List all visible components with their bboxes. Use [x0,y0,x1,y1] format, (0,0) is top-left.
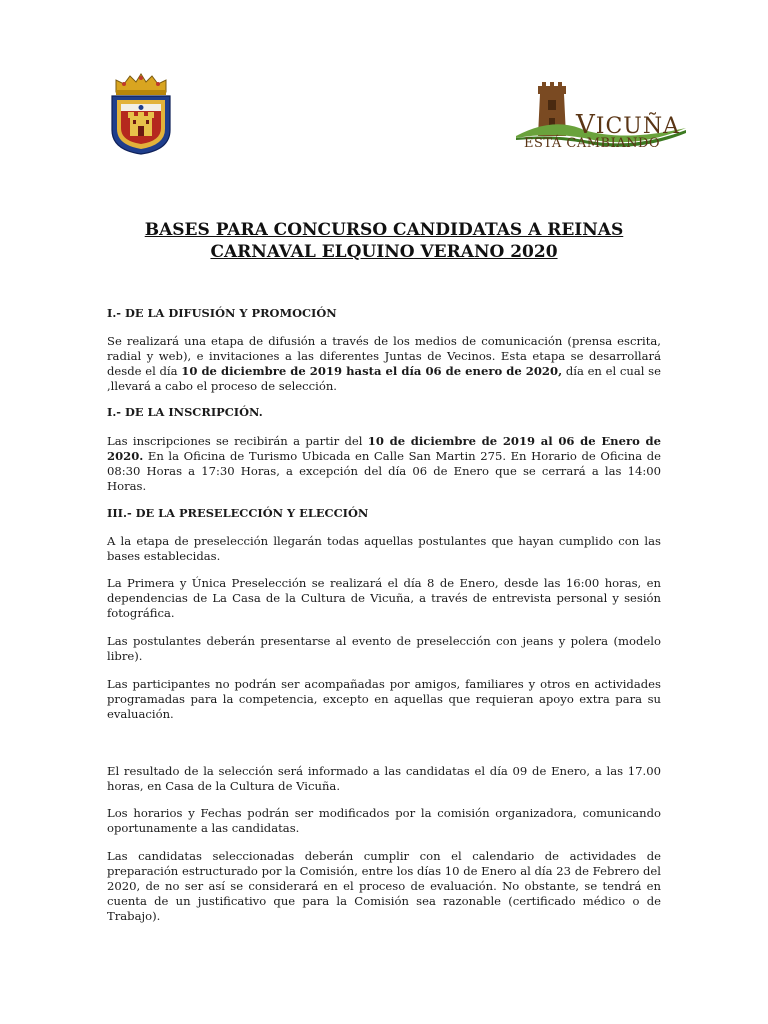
section-heading-preseleccion: III.- DE LA PRESELECCIÓN Y ELECCIÓN [107,506,369,520]
paragraph-preseleccion-2: La Primera y Única Preselección se realizará el día 8 de Enero, desde las 16:00 horas, en dependencias de La Casa de la Cultura de Vicuña, a través de entrevista personal y sesión fotográfica. [107,576,661,620]
paragraph-preseleccion-3: Las postulantes deberán presentarse al evento de preselección con jeans y polera (modelo libre). [107,634,661,663]
paragraph-calendario: Las candidatas seleccionadas deberán cumplir con el calendario de actividades de preparación estructurado por la Comisión, entre los días 10 de Enero al día 23 de Febrero del 2020, de no ser así se considerará en el proceso de evaluación. No obstante, se tendrá en cuenta de un justificativo que para la Comisión sea razonable (certificado médico o de Trabajo). [107,849,661,923]
section-heading-inscripcion: I.- DE LA INSCRIPCIÓN. [107,405,263,419]
paragraph-preseleccion-1: A la etapa de preselección llegarán todas aquellas postulantes que hayan cumplido con las bases establecidas. [107,534,661,563]
title-line-2: CARNAVAL ELQUINO VERANO 2020 [210,242,558,262]
logo-wordmark: VICUÑA [576,110,680,140]
paragraph-preseleccion-4: Las participantes no podrán ser acompañadas por amigos, familiares y otros en actividades programadas para la competencia, excepto en aquellas que requieran apoyo extra para su evaluación. [107,677,661,721]
coat-of-arms-icon [108,72,174,156]
vicuna-logo [514,80,690,162]
document-title [100,219,668,263]
logo-tagline: ESTÁ CAMBIANDO [524,136,661,151]
section-heading-difusion: I.- DE LA DIFUSIÓN Y PROMOCIÓN [107,306,337,320]
paragraph-inscripcion: Las inscripciones se recibirán a partir del 10 de diciembre de 2019 al 06 de Enero de 2020. En la Oficina de Turismo Ubicada en Calle San Martin 275. En Horario de Oficina de 08:30 Horas a 17:30 Horas, a excepción del día 06 de Enero que se cerrará a las 14:00 Horas. [107,434,661,493]
paragraph-resultado: El resultado de la selección será informado a las candidatas el día 09 de Enero, a las 17.00 horas, en Casa de la Cultura de Vicuña. [107,764,661,793]
paragraph-horarios: Los horarios y Fechas podrán ser modificados por la comisión organizadora, comunicando oportunamente a las candidatas. [107,806,661,835]
title-line-1: BASES PARA CONCURSO CANDIDATAS A REINAS [144,220,624,240]
paragraph-difusion: Se realizará una etapa de difusión a través de los medios de comunicación (prensa escrita, radial y web), e invitaciones a las diferentes Juntas de Vecinos. Esta etapa se desarrollará desde el día 10 de diciembre de 2019 hasta el día 06 de enero de 2020, día en el cual se ,llevará a cabo el proceso de selección. [107,334,661,393]
